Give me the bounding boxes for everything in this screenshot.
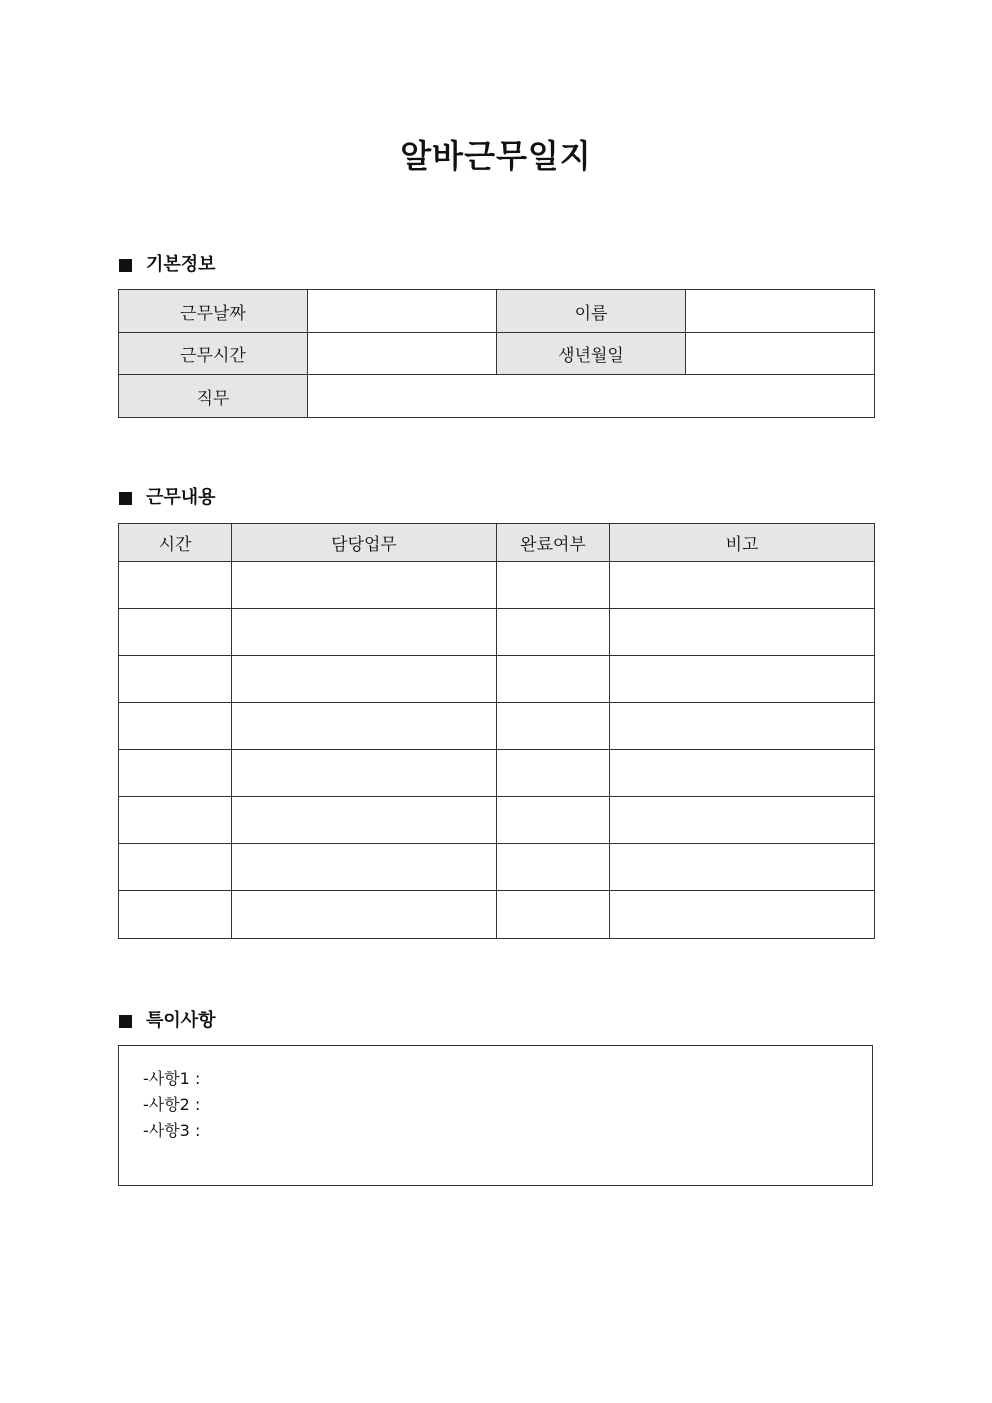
table-row	[119, 333, 875, 375]
remarks-cell[interactable]	[610, 797, 875, 844]
work-date-label: 근무날짜	[119, 290, 308, 333]
remarks-cell[interactable]	[610, 703, 875, 750]
time-cell[interactable]	[119, 609, 232, 656]
name-label: 이름	[497, 290, 686, 333]
section-heading-work-content	[119, 485, 216, 511]
section-heading-notes	[119, 1008, 216, 1034]
task-cell[interactable]	[232, 656, 497, 703]
name-field[interactable]	[686, 290, 875, 333]
task-cell[interactable]	[232, 609, 497, 656]
time-cell[interactable]	[119, 750, 232, 797]
square-bullet-icon	[119, 492, 132, 505]
task-cell[interactable]	[232, 797, 497, 844]
notes-box[interactable]	[118, 1045, 873, 1186]
note-item-1: -사항1 :	[143, 1069, 201, 1088]
remarks-cell[interactable]	[610, 844, 875, 891]
table-row	[119, 703, 875, 750]
completion-cell[interactable]	[497, 797, 610, 844]
work-hours-label: 근무시간	[119, 333, 308, 375]
column-header-remarks: 비고	[610, 524, 875, 562]
time-cell[interactable]	[119, 562, 232, 609]
work-content-table	[118, 523, 875, 939]
remarks-cell[interactable]	[610, 891, 875, 939]
task-cell[interactable]	[232, 562, 497, 609]
table-row	[119, 844, 875, 891]
task-cell[interactable]	[232, 703, 497, 750]
table-row	[119, 797, 875, 844]
basic-info-table	[118, 289, 875, 418]
completion-cell[interactable]	[497, 656, 610, 703]
completion-cell[interactable]	[497, 609, 610, 656]
column-header-time: 시간	[119, 524, 232, 562]
completion-cell[interactable]	[497, 562, 610, 609]
task-cell[interactable]	[232, 750, 497, 797]
completion-cell[interactable]	[497, 703, 610, 750]
column-header-completion: 완료여부	[497, 524, 610, 562]
note-item-3: -사항3 :	[143, 1121, 201, 1140]
time-cell[interactable]	[119, 844, 232, 891]
square-bullet-icon	[119, 259, 132, 272]
table-header-row	[119, 524, 875, 562]
page-title: 알바근무일지	[400, 137, 592, 175]
table-row	[119, 562, 875, 609]
remarks-cell[interactable]	[610, 562, 875, 609]
table-row	[119, 750, 875, 797]
completion-cell[interactable]	[497, 844, 610, 891]
task-cell[interactable]	[232, 844, 497, 891]
table-row	[119, 891, 875, 939]
work-date-field[interactable]	[308, 290, 497, 333]
remarks-cell[interactable]	[610, 656, 875, 703]
time-cell[interactable]	[119, 703, 232, 750]
column-header-task: 담당업무	[232, 524, 497, 562]
section-heading-label: 특이사항	[146, 1010, 216, 1031]
section-heading-label: 기본정보	[146, 254, 216, 275]
duty-label: 직무	[119, 375, 308, 418]
task-cell[interactable]	[232, 891, 497, 939]
note-item-2: -사항2 :	[143, 1095, 201, 1114]
completion-cell[interactable]	[497, 891, 610, 939]
time-cell[interactable]	[119, 797, 232, 844]
remarks-cell[interactable]	[610, 609, 875, 656]
work-hours-field[interactable]	[308, 333, 497, 375]
time-cell[interactable]	[119, 656, 232, 703]
table-row	[119, 375, 875, 418]
remarks-cell[interactable]	[610, 750, 875, 797]
square-bullet-icon	[119, 1015, 132, 1028]
duty-field[interactable]	[308, 375, 875, 418]
table-row	[119, 656, 875, 703]
birthdate-label: 생년월일	[497, 333, 686, 375]
birthdate-field[interactable]	[686, 333, 875, 375]
time-cell[interactable]	[119, 891, 232, 939]
table-row	[119, 609, 875, 656]
section-heading-basic-info	[119, 252, 216, 278]
completion-cell[interactable]	[497, 750, 610, 797]
section-heading-label: 근무내용	[146, 487, 216, 508]
table-row	[119, 290, 875, 333]
